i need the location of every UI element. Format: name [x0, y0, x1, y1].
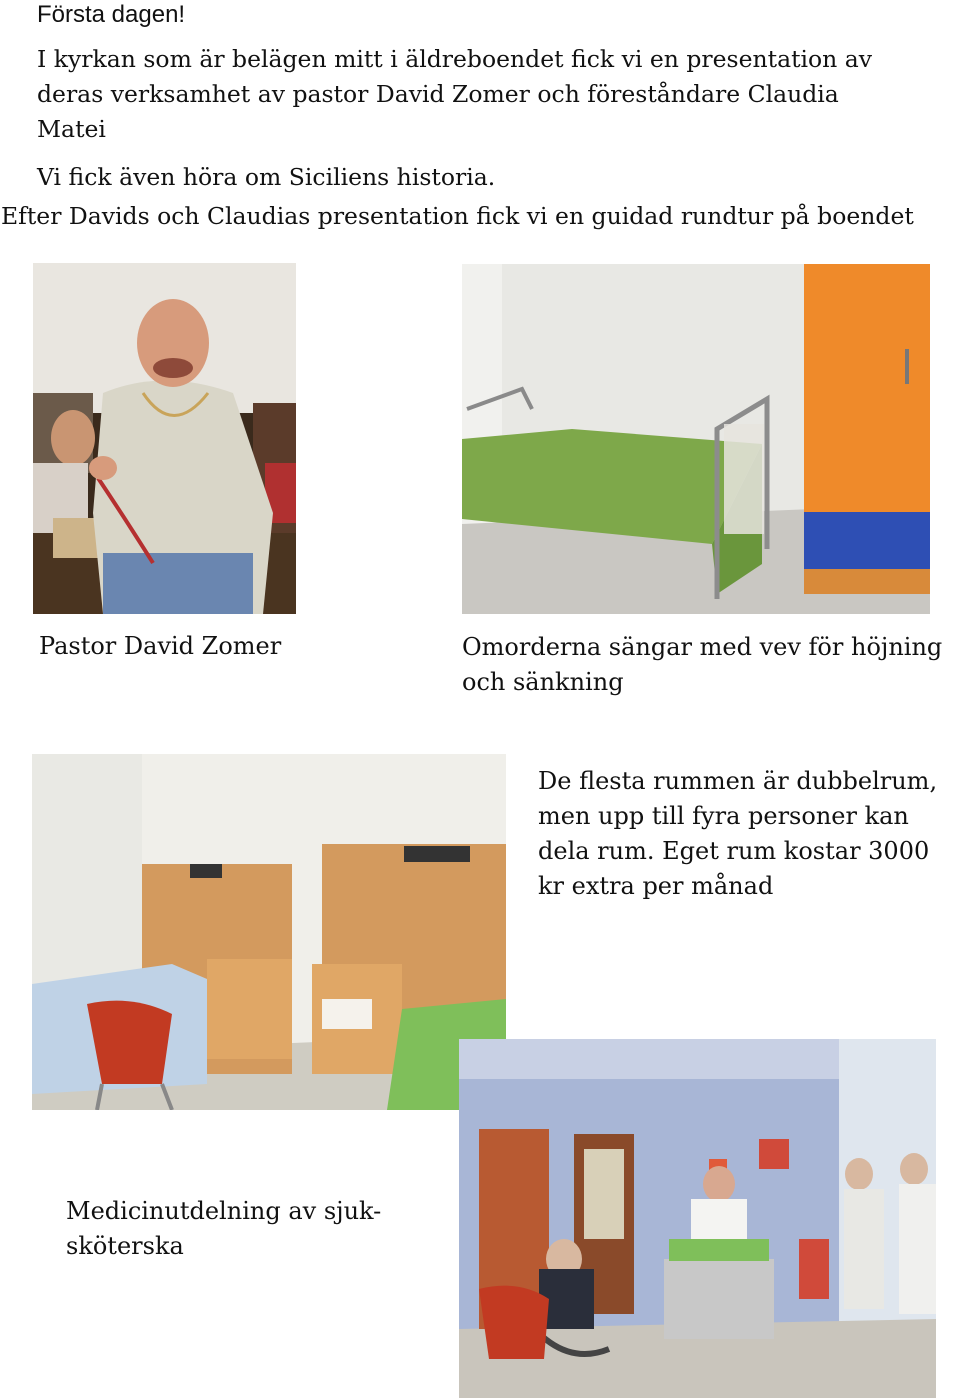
pastor-photo — [33, 263, 296, 614]
caption-rooms: De flesta rummen är dubbelrum, men upp till fyra personer kan dela rum. Eget rum kostar 3000 kr extra per månad — [538, 767, 938, 900]
medicine-photo — [459, 1039, 936, 1398]
caption-beds: Omorderna sängar med vev för höjning och sänkning — [462, 633, 943, 696]
history-paragraph: Vi fick även höra om Siciliens historia. — [37, 163, 496, 191]
intro-paragraph: I kyrkan som är belägen mitt i äldreboendet fick vi en presentation av deras verksamhet av pastor David Zomer och föreståndare Claudia Matei — [37, 45, 873, 143]
page-heading: Första dagen! — [37, 1, 186, 28]
bed-photo — [462, 264, 930, 614]
caption-medicine: Medicinutdelning av sjuk- sköterska — [66, 1197, 382, 1260]
caption-pastor: Pastor David Zomer — [39, 632, 282, 660]
tour-paragraph: Efter Davids och Claudias presentation fick vi en guidad rundtur på boendet — [1, 202, 914, 230]
double-room-photo — [32, 754, 506, 1110]
